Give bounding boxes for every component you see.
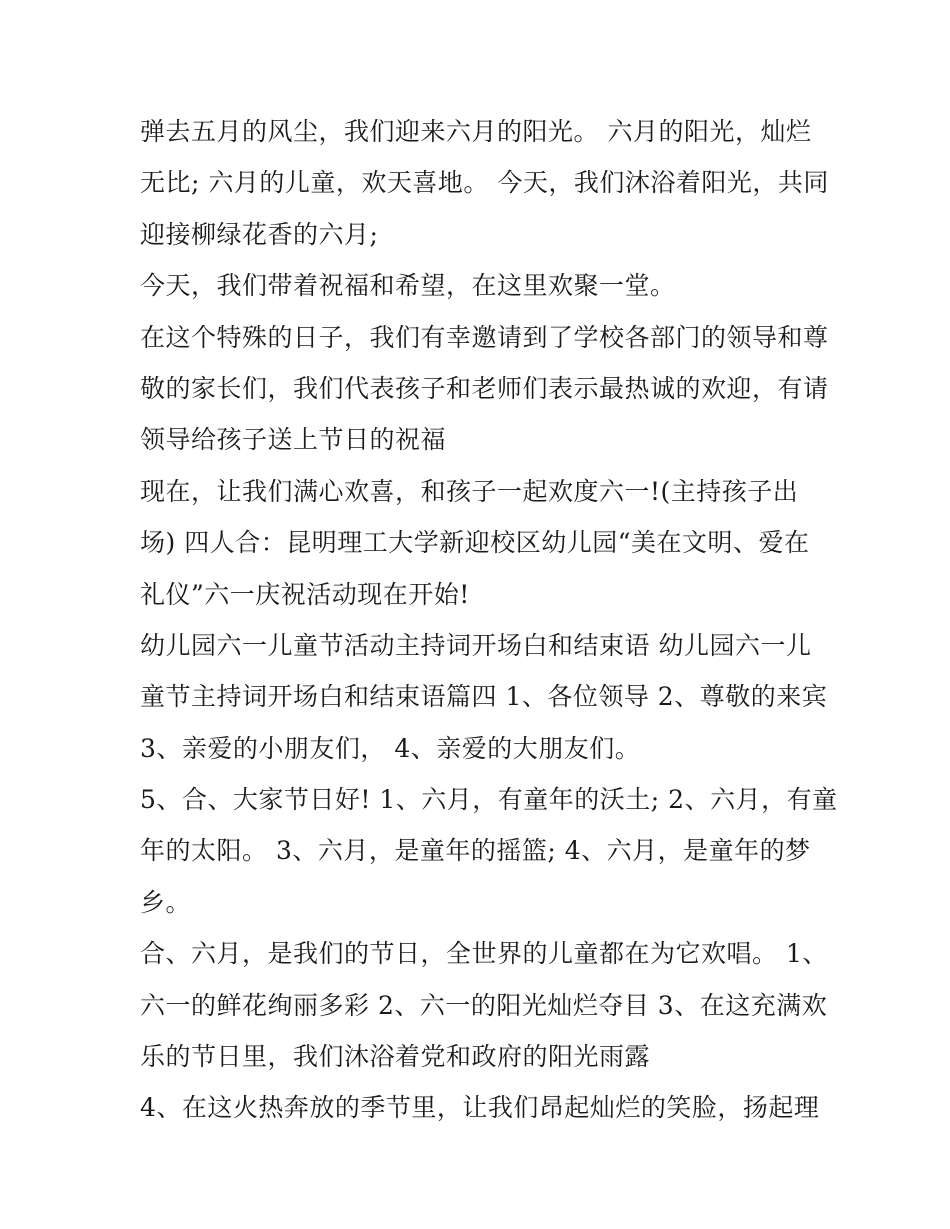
text-line: 领导给孩子送上节日的祝福 (140, 425, 447, 455)
text-line: 3、亲爱的小朋友们， 4、亲爱的大朋友们。 (140, 733, 641, 763)
text-line: 5、合、大家节日好! 1、六月，有童年的沃土; 2、六月，有童 (140, 785, 838, 815)
text-line: 4、在这火热奔放的季节里，让我们昂起灿烂的笑脸，扬起理 (140, 1093, 820, 1123)
text-line: 合、六月，是我们的节日，全世界的儿童都在为它欢唱。 1、 (140, 939, 828, 969)
text-line: 敬的家长们，我们代表孩子和老师们表示最热诚的欢迎，有请 (140, 373, 829, 403)
text-line: 幼儿园六一儿童节活动主持词开场白和结束语 幼儿园六一儿 (140, 630, 812, 660)
text-line: 礼仪”六一庆祝活动现在开始! (140, 579, 470, 609)
text-line: 无比; 六月的儿童，欢天喜地。 今天，我们沐浴着阳光，共同 (140, 168, 829, 198)
text-line: 今天，我们带着祝福和希望，在这里欢聚一堂。 (140, 271, 676, 301)
text-line: 弹去五月的风尘，我们迎来六月的阳光。 六月的阳光，灿烂 (140, 117, 812, 146)
text-line: 童节主持词开场白和结束语篇四 1、各位领导 2、尊敬的来宾 (140, 682, 828, 712)
text-line: 在这个特殊的日子，我们有幸邀请到了学校各部门的领导和尊 (140, 322, 829, 352)
text-line: 现在，让我们满心欢喜，和孩子一起欢度六一!(主持孩子出 (140, 476, 799, 506)
text-line: 场) 四人合：昆明理工大学新迎校区幼儿园“美在文明、爱在 (140, 528, 810, 558)
text-line: 乡。 (140, 887, 192, 917)
document-body (140, 106, 838, 1134)
text-line: 迎接柳绿花香的六月; (140, 219, 379, 249)
text-line: 六一的鲜花绚丽多彩 2、六一的阳光灿烂夺目 3、在这充满欢 (140, 990, 828, 1020)
text-line: 年的太阳。 3、六月，是童年的摇篮; 4、六月，是童年的梦 (140, 836, 811, 866)
text-line: 乐的节日里，我们沐浴着党和政府的阳光雨露 (140, 1042, 651, 1072)
